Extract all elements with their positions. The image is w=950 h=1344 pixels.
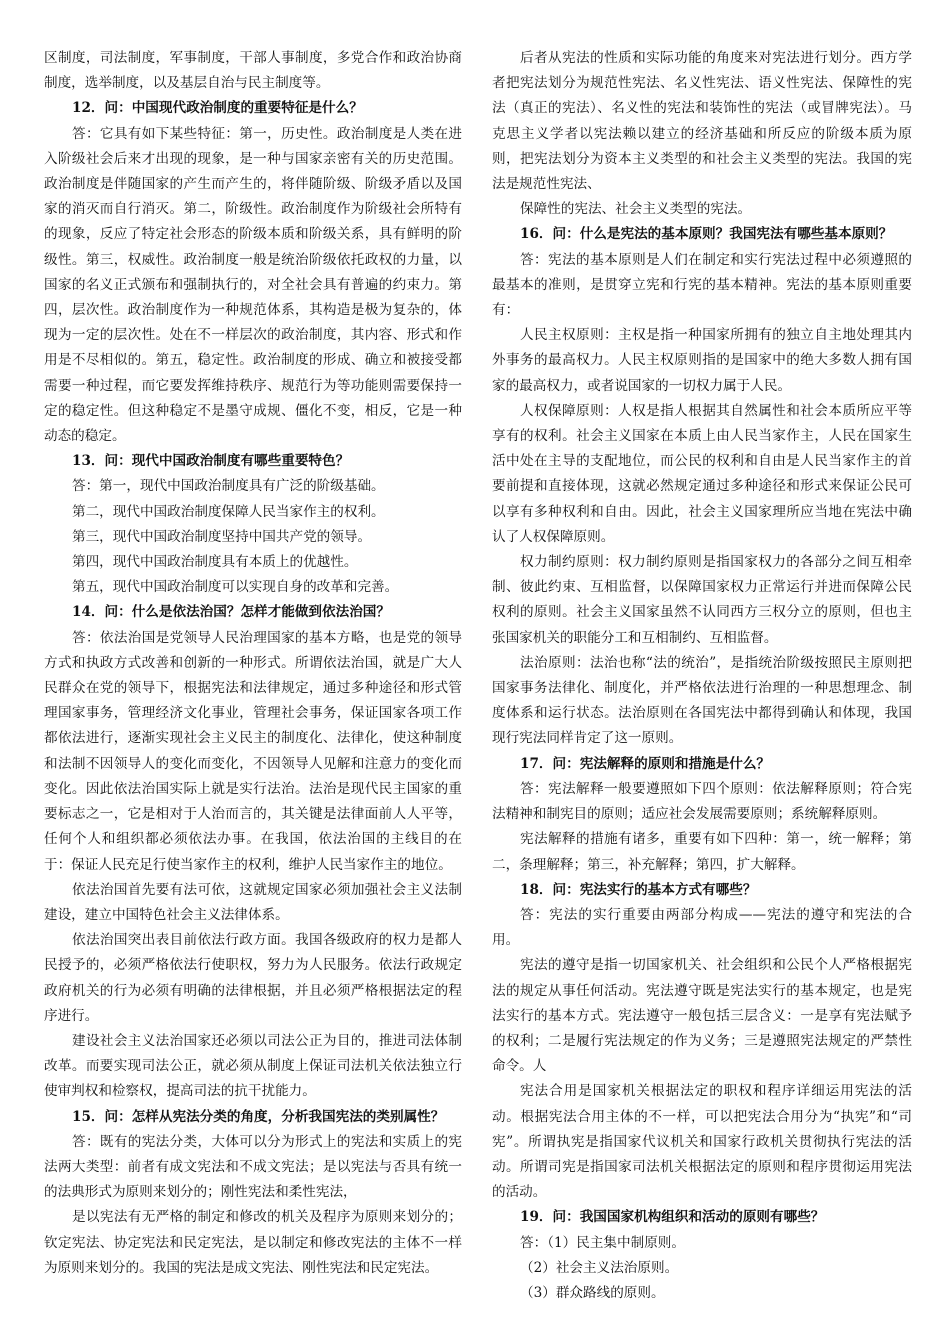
paragraph: 答：依法治国是党领导人民治理国家的基本方略，也是党的领导方式和执政方式改善和创新的一种形式。所谓依法治国，就是广大人民群众在党的领导下，根据宪法和法律规定，通过多种途径和形式管理国家事务，管理经济文化事业，管理社会事务，保证国家各项工作都依法进行，逐渐实现社会主义民主的制度化、法律化，使这种制度和法制不因领导人的变化而变化，不因领导人见解和注意力的变化而变化。因此依法治国实际上就是实行法治。法治是现代民主国家的重要标志之一，它是相对于人治而言的，其关键是法律面前人人平等，任何个人和组织都必须依法办事。在我国，依法治国的主线目的在于：保证人民充足行使当家作主的权利，维护人民当家作主的地位。 bbox=[44, 629, 462, 873]
paragraph: 权力制约原则：权力制约原则是指国家权力的各部分之间互相牵制、彼此约束、互相监督，以保障国家权力正常运行并进而保障公民权利的原则。社会主义国家虽然不认同西方三权分立的原则，但也主张国家机关的职能分工和互相制约、互相监督。 bbox=[492, 554, 912, 646]
paragraph: 宪法的遵守是指一切国家机关、社会组织和公民个人严格根据宪法的规定从事任何活动。宪法遵守既是宪法实行的基本规定，也是宪法实行的基本方式。宪法遵守一般包括三层含义：一是享有宪法赋予的权利；二是履行宪法规定的作为义务；三是遵照宪法规定的严禁性命令。人 bbox=[492, 957, 912, 1075]
paragraph: 答：第一，现代中国政治制度具有广泛的阶级基础。 bbox=[72, 478, 385, 495]
paragraph: 区制度，司法制度，军事制度，干部人事制度，多党合作和政治协商制度，选举制度，以及基层自治与民主制度等。 bbox=[44, 50, 462, 92]
paragraph: 依法治国首先要有法可依，这就规定国家必须加强社会主义法制建设，建立中国特色社会主义法律体系。 bbox=[44, 881, 462, 923]
question-heading: 18．问：宪法实行的基本方式有哪些？ bbox=[520, 881, 757, 898]
paragraph: 是以宪法有无严格的制定和修改的机关及程序为原则来划分的；钦定宪法、协定宪法和民定宪法，是以制定和修改宪法的主体不一样为原则来划分的。我国的宪法是成文宪法、刚性宪法和民定宪法。 bbox=[44, 1209, 462, 1276]
paragraph: 答：宪法的实行重要由两部分构成——宪法的遵守和宪法的合用。 bbox=[492, 906, 912, 949]
paragraph: 依法治国突出表目前依法行政方面。我国各级政府的权力是都人民授予的，必须严格依法行使职权，努力为人民服务。依法行政规定政府机关的行为必须有明确的法律根据，并且必须严格根据法定的程序进行。 bbox=[44, 932, 462, 1024]
paragraph: 后者从宪法的性质和实际功能的角度来对宪法进行划分。西方学者把宪法划分为规范性宪法、名义性宪法、语义性宪法、保障性的宪法（真正的宪法）、名义性的宪法和装饰性的宪法（或冒牌宪法）。马克思主义学者以宪法赖以建立的经济基础和所反应的阶级本质为原则，把宪法划分为资本主义类型的和社会主义类型的宪法。我国的宪法是规范性宪法、 bbox=[492, 50, 912, 193]
right-column bbox=[492, 46, 912, 1306]
question-heading: 13．问：现代中国政治制度有哪些重要特色？ bbox=[72, 453, 350, 470]
list-item: （2）社会主义法治原则。 bbox=[520, 1259, 679, 1276]
paragraph: 宪法合用是国家机关根据法定的职权和程序详细运用宪法的活动。根据宪法合用主体的不一样，可以把宪法合用分为“执宪”和“司宪”。所谓执宪是指国家代议机关和国家行政机关贯彻执行宪法的活动。所谓司宪是指国家司法机关根据法定的原则和程序贯彻运用宪法的活动。 bbox=[492, 1083, 912, 1201]
paragraph: 答：宪法的基本原则是人们在制定和实行宪法过程中必须遵照的最基本的准则，是贯穿立宪和行宪的基本精神。宪法的基本原则重要有： bbox=[492, 251, 912, 319]
question-heading: 15．问：怎样从宪法分类的角度，分析我国宪法的类别属性？ bbox=[72, 1108, 445, 1125]
paragraph: 建设社会主义法治国家还必须以司法公正为目的，推进司法体制改革。而要实现司法公正，就必须从制度上保证司法机关依法独立行使审判权和检察权，提高司法的抗干扰能力。 bbox=[44, 1032, 462, 1100]
paragraph: 人民主权原则：主权是指一种国家所拥有的独立自主地处理其内外事务的最高权力。人民主权原则指的是国家中的绝大多数人拥有国家的最高权力，或者说国家的一切权力属于人民。 bbox=[492, 327, 912, 394]
paragraph: 人权保障原则：人权是指人根据其自然属性和社会本质所应平等享有的权利。社会主义国家在本质上由人民当家作主，人民在国家生活中处在主导的支配地位，而公民的权利和自由是人民当家作主的首要前提和直接体现，这就必然规定通过多种途径和形式来保证公民可以享有多种权利和自由。因此，社会主义国家理所应当地在宪法中确认了人权保障原则。 bbox=[492, 402, 912, 545]
left-column bbox=[44, 46, 462, 1281]
paragraph: 第三，现代中国政治制度坚持中国共产党的领导。 bbox=[72, 528, 372, 545]
paragraph: 法治原则：法治也称“法的统治”，是指统治阶级按照民主原则把国家事务法律化、制度化，并严格依法进行治理的一种思想理念、制度体系和运行状态。法治原则在各国宪法中都得到确认和体现，我国现行宪法同样肯定了这一原则。 bbox=[492, 654, 912, 747]
paragraph: 答：（1）民主集中制原则。 bbox=[520, 1234, 685, 1251]
list-item: （3）群众路线的原则。 bbox=[520, 1284, 665, 1301]
paragraph: 答：它具有如下某些特征：第一，历史性。政治制度是人类在进入阶级社会后来才出现的现象，是一种与国家亲密有关的历史范围。政治制度是伴随国家的产生而产生的，将伴随阶级、阶级矛盾以及国家的消灭而自行消灭。第二，阶级性。政治制度作为阶级社会所特有的现象，反应了特定社会形态的阶级本质和阶级关系，具有鲜明的阶级性。第三，权威性。政治制度一般是统治阶级依托政权的力量，以国家的名义正式颁布和强制执行的，对全社会具有普遍的约束力。第四，层次性。政治制度作为一种规范体系，其构造是极为复杂的，体现为一定的层次性。处在不一样层次的政治制度，其内容、形式和作用是不尽相似的。第五，稳定性。政治制度的形成、确立和被接受都需要一种过程，而它要发挥维持秩序、规范行为等功能则需要保持一定的稳定性。但这种稳定不是墨守成规、僵化不变，相反，它是一种动态的稳定。 bbox=[44, 125, 462, 445]
paragraph: 第二，现代中国政治制度保障人民当家作主的权利。 bbox=[72, 503, 385, 520]
question-heading: 16．问：什么是宪法的基本原则？我国宪法有哪些基本原则？ bbox=[520, 226, 893, 243]
paragraph: 第四，现代中国政治制度具有本质上的优越性。 bbox=[72, 554, 358, 571]
paragraph: 宪法解释的措施有诸多，重要有如下四种：第一，统一解释；第二，条理解释；第三，补充解释；第四，扩大解释。 bbox=[492, 831, 912, 873]
paragraph: 保障性的宪法、社会主义类型的宪法。 bbox=[520, 201, 752, 218]
paragraph: 答：既有的宪法分类，大体可以分为形式上的宪法和实质上的宪法两大类型：前者有成文宪法和不成文宪法；是以宪法与否具有统一的法典形式为原则来划分的；刚性宪法和柔性宪法， bbox=[44, 1133, 462, 1201]
question-heading: 19．问：我国国家机构组织和活动的原则有哪些？ bbox=[520, 1209, 825, 1226]
paragraph: 答：宪法解释一般要遵照如下四个原则：依法解释原则；符合宪法精神和制宪目的原则；适应社会发展需要原则；系统解释原则。 bbox=[492, 780, 912, 823]
question-heading: 14．问：什么是依法治国？怎样才能做到依法治国？ bbox=[72, 604, 390, 621]
question-heading: 17．问：宪法解释的原则和措施是什么？ bbox=[520, 755, 771, 772]
paragraph: 第五，现代中国政治制度可以实现自身的改革和完善。 bbox=[72, 579, 399, 596]
question-heading: 12．问：中国现代政治制度的重要特征是什么？ bbox=[72, 100, 363, 117]
